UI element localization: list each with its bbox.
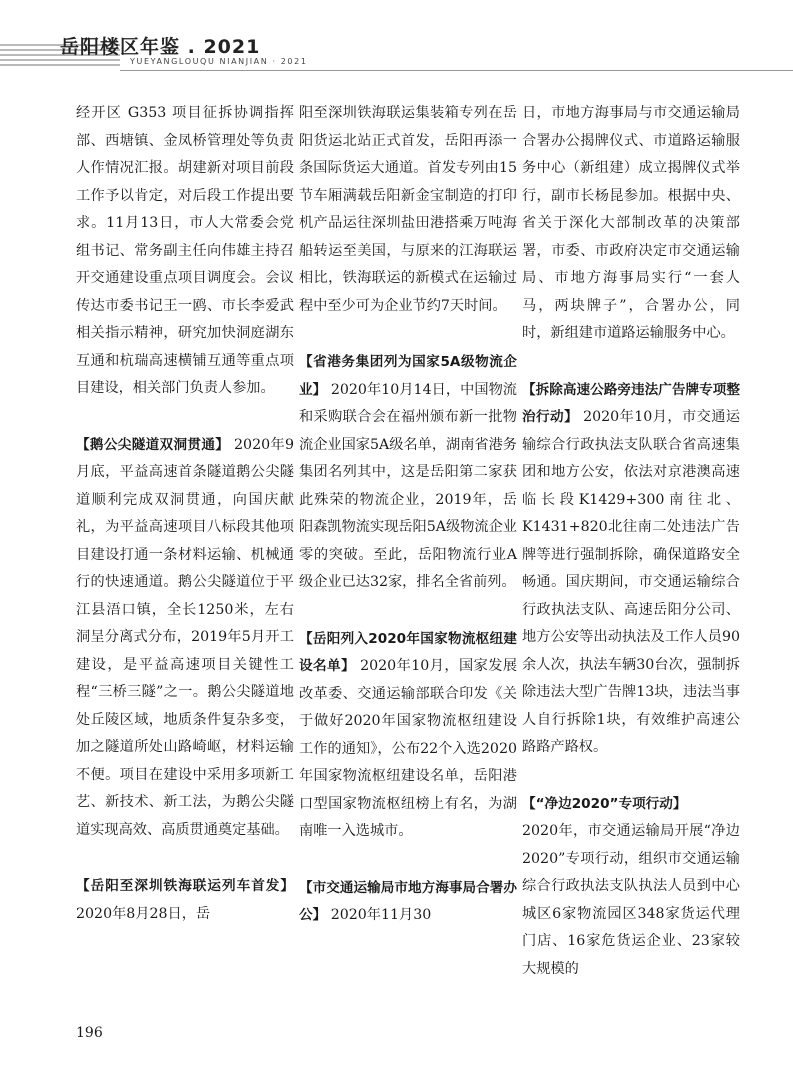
- article-body: 2020年9月底，平益高速首条隧道鹅公尖隧道顺利完成双洞贯通，向国庆献礼，为平益高速项目八标段其他项目建设打通一条材料运输、机械通行的快速通道。鹅公尖隧道位于平江县浯口镇，全长1250米，左右洞呈分离式分布，2019年5月开工建设，是平益高速项目关键性工程“三桥三隧”之一。鹅公尖隧道地处丘陵区域，地质条件复杂多变，加之隧道所处山路崎岖，材料运输不便。项目在建设中采用多项新工艺、新技术、新工法，为鹅公尖隧道实现高效、高质贯通奠定基础。: [76, 436, 294, 838]
- article-entry: [299, 875, 517, 930]
- page-number: 196: [76, 1025, 103, 1041]
- article-body: 2020年10月，国家发展改革委、交通运输部联合印发《关于做好2020年国家物流枢纽建设工作的通知》，公布22个入选2020年国家物流枢纽建设名单，岳阳港口型国家物流枢纽榜上有名，为湖南唯一入选城市。: [299, 658, 518, 839]
- header-rule: [120, 70, 793, 71]
- article-entry: [299, 349, 517, 597]
- article-entry: [522, 377, 740, 762]
- article-entry: [299, 626, 517, 846]
- article-body: 2020年11月30: [326, 907, 432, 923]
- paragraph: 日，市地方海事局与市交通运输局合署办公揭牌仪式、市道路运输服务中心（新组建）成立揭牌仪式举行，副市长杨昆参加。根据中央、省关于深化大部制改革的决策部署，市委、市政府决定市交通运输局、市地方海事局实行“一套人马，两块牌子”，合署办公，同时，新组建市道路运输服务中心。: [522, 105, 740, 341]
- section-heading: 【鹅公尖隧道双洞贯通】: [76, 436, 230, 453]
- text-column-2: [299, 100, 517, 930]
- page-header-title: 岳阳楼区年鉴 . 2021: [60, 36, 261, 58]
- section-heading: 【市交通运输局市地方海事局合署办公】: [299, 879, 517, 923]
- text-column-3: [522, 100, 740, 983]
- article-body: 2020年，市交通运输局开展“净边2020”专项行动，组织市交通运输综合行政执法支队执法人员到中心城区6家物流园区348家货运代理门店、16家危货运企业、23家较大规模的: [522, 823, 740, 977]
- article-body: 2020年8月28日，岳: [76, 905, 211, 922]
- paragraph: 阳至深圳铁海联运集装箱专列在岳阳货运北站正式首发，岳阳再添一条国际货运大通道。首发专列由15节车厢满载岳阳新金宝制造的打印机产品运往深圳盐田港搭乘万吨海船转运至美国，与原来的江海联运相比，铁海联运的新模式在运输过程中至少可为企业节约7天时间。: [299, 105, 517, 314]
- article-body: 2020年10月，市交通运输综合行政执法支队联合省高速集团和地方公安，依法对京港澳高速临长段K1429+300南往北、K1431+820北往南二处违法广告牌等进行强制拆除，确保道路安全畅通。国庆期间，市交通运输综合行政执法支队、高速岳阳分公司、地方公安等出动执法及工作人员90余人次，执法车辆30台次，强制拆除违法大型广告牌13块，违法当事人自行拆除1块，有效维护高速公路路产路权。: [522, 409, 741, 755]
- section-heading: 【岳阳至深圳铁海联运列车首发】: [76, 878, 294, 894]
- article-body: 2020年10月14日，中国物流和采购联合会在福州颁布新一批物流企业国家5A级名单，湖南省港务集团名列其中，这是岳阳第二家获此殊荣的物流企业，2019年，岳阳森凯物流实现岳阳5A级物流企业零的突破。至此，岳阳物流行业A级企业已达32家，排名全省前列。: [299, 381, 517, 590]
- page-header-subtitle: YUEYANGLOUQU NIANJIAN · 2021: [130, 57, 308, 66]
- text-column-1: [76, 100, 294, 928]
- section-heading: 【岳阳列入2020年国家物流枢纽建设名单】: [299, 630, 517, 674]
- paragraph: 经开区 G353 项目征拆协调指挥部、西塘镇、金凤桥管理处等负责人作情况汇报。胡建新对项目前段工作予以肯定，对后段工作提出要求。11月13日，市人大常委会党组书记、常务副主任向伟雄主持召开交通建设重点项目调度会。会议传达市委书记王一鸥、市长李爱武相关指示精神，研究加快洞庭湖东互通和杭瑞高速横铺互通等重点项目建设，相关部门负责人参加。: [76, 105, 294, 396]
- section-heading: 【拆除高速公路旁违法广告牌专项整治行动】: [522, 381, 740, 425]
- article-entry: [76, 873, 294, 928]
- section-heading: 【省港务集团列为国家5A级物流企业】: [299, 354, 517, 398]
- article-entry: [76, 432, 294, 845]
- article-entry: [522, 791, 740, 984]
- section-heading: 【“净边2020”专项行动】: [522, 795, 687, 812]
